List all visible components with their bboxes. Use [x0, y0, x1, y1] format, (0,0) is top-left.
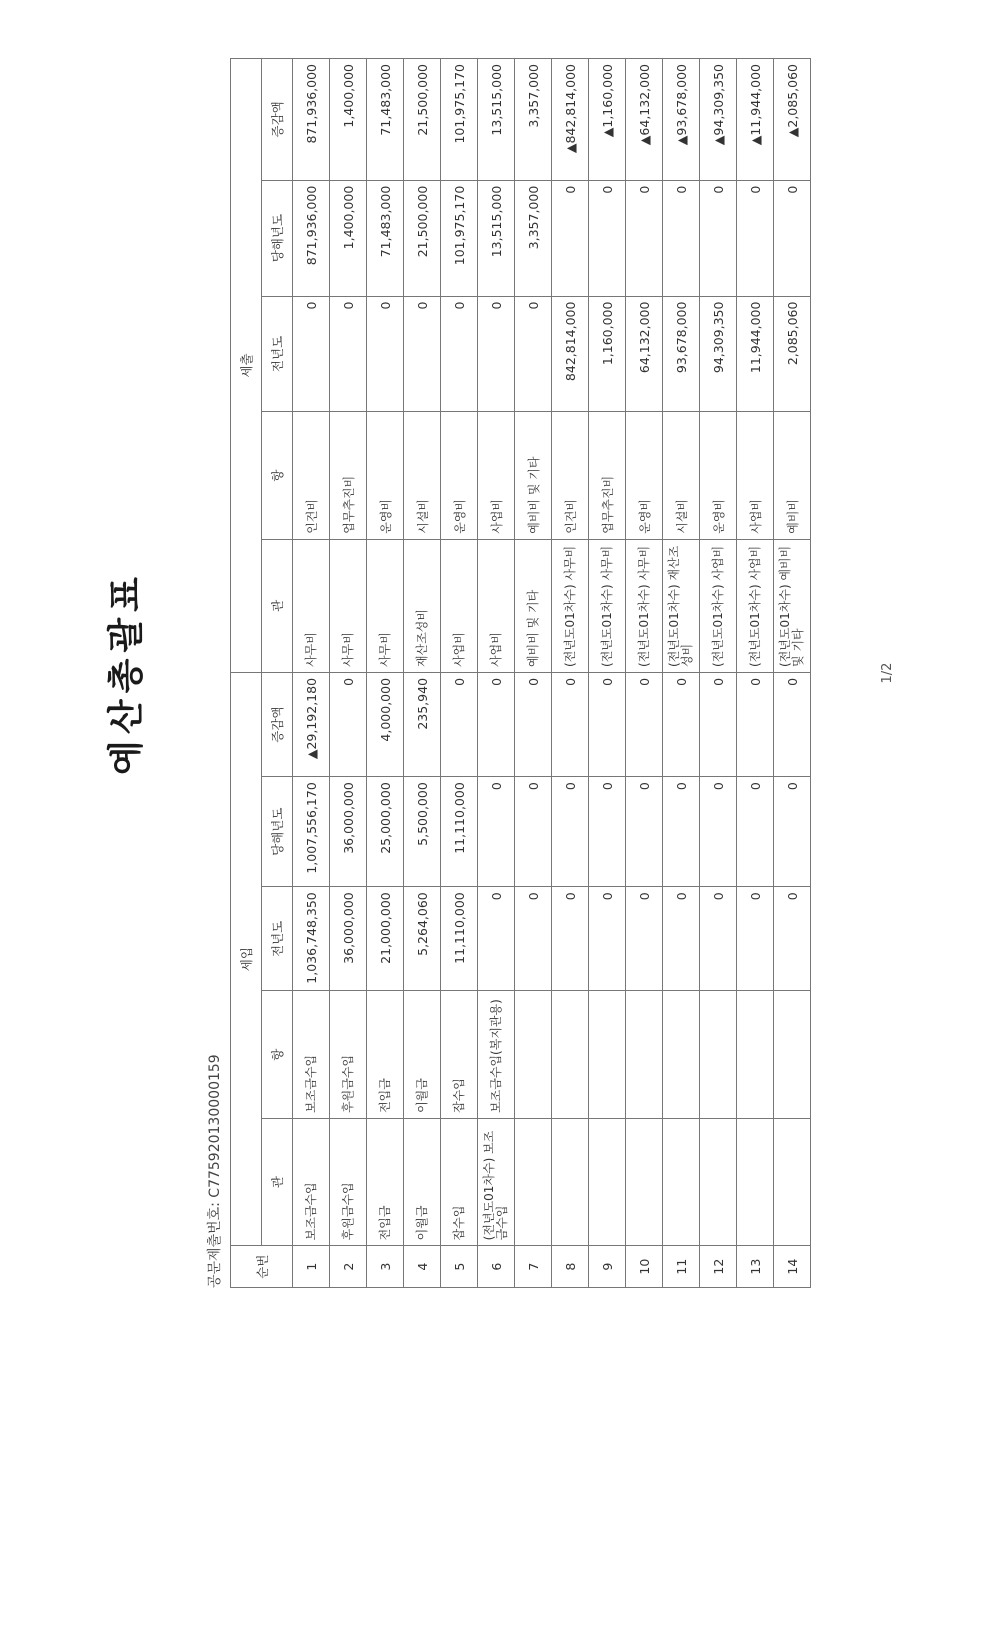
table-row — [478, 59, 515, 1288]
income-curr-cell: 0 — [626, 777, 663, 887]
income-change-cell: 0 — [774, 672, 811, 776]
income-curr-cell: 36,000,000 — [330, 777, 367, 887]
expense-change-cell: ▲1,160,000 — [589, 59, 626, 181]
table-row — [774, 59, 811, 1288]
expense-hang-cell: 예비비 — [774, 412, 811, 539]
income-hang-cell — [774, 991, 811, 1118]
income-gwan-cell — [700, 1118, 737, 1245]
income-hang-cell — [589, 991, 626, 1118]
expense-gwan-cell: (전년도01차수) 사무비 — [589, 539, 626, 672]
income-prev-cell: 0 — [626, 887, 663, 991]
expense-curr-cell: 0 — [626, 180, 663, 296]
income-change-cell: 235,940 — [404, 672, 441, 776]
expense-curr-cell: 0 — [589, 180, 626, 296]
expense-change-cell: 21,500,000 — [404, 59, 441, 181]
income-gwan-cell: 후원금수입 — [330, 1118, 367, 1245]
income-curr-cell: 0 — [552, 777, 589, 887]
page-number: 1/2 — [880, 662, 895, 684]
expense-change-cell: ▲842,814,000 — [552, 59, 589, 181]
income-prev-cell: 0 — [737, 887, 774, 991]
expense-change-cell: 3,357,000 — [515, 59, 552, 181]
table-row — [589, 59, 626, 1288]
seq-cell: 3 — [367, 1246, 404, 1288]
seq-cell: 12 — [700, 1246, 737, 1288]
table-row — [404, 59, 441, 1288]
expense-prev-cell: 0 — [330, 296, 367, 412]
seq-cell: 4 — [404, 1246, 441, 1288]
expense-hang-cell: 운영비 — [626, 412, 663, 539]
header-income: 세입 — [231, 672, 262, 1245]
expense-gwan-cell: (전년도01차수) 재산조성비 — [663, 539, 700, 672]
table-row — [663, 59, 700, 1288]
income-gwan-cell — [774, 1118, 811, 1245]
expense-curr-cell: 3,357,000 — [515, 180, 552, 296]
income-curr-cell: 0 — [700, 777, 737, 887]
expense-hang-cell: 사업비 — [737, 412, 774, 539]
table-row — [293, 59, 330, 1288]
expense-gwan-cell: 사업비 — [441, 539, 478, 672]
income-prev-cell: 0 — [552, 887, 589, 991]
expense-gwan-cell: 사무비 — [293, 539, 330, 672]
table-row — [515, 59, 552, 1288]
expense-prev-cell: 93,678,000 — [663, 296, 700, 412]
expense-hang-cell: 예비비 및 기타 — [515, 412, 552, 539]
income-change-cell: 0 — [441, 672, 478, 776]
income-change-cell: 4,000,000 — [367, 672, 404, 776]
seq-cell: 14 — [774, 1246, 811, 1288]
income-hang-cell — [626, 991, 663, 1118]
header-income-prev: 전년도 — [262, 887, 293, 991]
expense-gwan-cell: (전년도01차수) 사무비 — [552, 539, 589, 672]
income-change-cell: 0 — [552, 672, 589, 776]
seq-cell: 7 — [515, 1246, 552, 1288]
income-curr-cell: 0 — [515, 777, 552, 887]
income-gwan-cell: 잡수입 — [441, 1118, 478, 1245]
income-prev-cell: 0 — [515, 887, 552, 991]
header-income-gwan: 관 — [262, 1118, 293, 1245]
header-expense: 세출 — [231, 59, 262, 673]
income-change-cell: 0 — [589, 672, 626, 776]
income-curr-cell: 0 — [478, 777, 515, 887]
income-curr-cell: 11,110,000 — [441, 777, 478, 887]
expense-curr-cell: 71,483,000 — [367, 180, 404, 296]
income-prev-cell: 36,000,000 — [330, 887, 367, 991]
income-change-cell: 0 — [515, 672, 552, 776]
income-curr-cell: 1,007,556,170 — [293, 777, 330, 887]
income-gwan-cell — [515, 1118, 552, 1245]
table-row — [367, 59, 404, 1288]
expense-prev-cell: 64,132,000 — [626, 296, 663, 412]
expense-curr-cell: 101,975,170 — [441, 180, 478, 296]
seq-cell: 11 — [663, 1246, 700, 1288]
expense-gwan-cell: 사업비 — [478, 539, 515, 672]
expense-hang-cell: 운영비 — [367, 412, 404, 539]
expense-gwan-cell: (전년도01차수) 사무비 — [626, 539, 663, 672]
table-row — [626, 59, 663, 1288]
income-hang-cell — [737, 991, 774, 1118]
income-hang-cell: 후원금수입 — [330, 991, 367, 1118]
income-prev-cell: 0 — [478, 887, 515, 991]
income-gwan-cell — [589, 1118, 626, 1245]
income-change-cell: ▲29,192,180 — [293, 672, 330, 776]
expense-curr-cell: 0 — [774, 180, 811, 296]
budget-summary-table — [230, 58, 811, 1288]
document-number: 공문제출번호: C775920130000159 — [207, 1054, 223, 1288]
expense-curr-cell: 0 — [700, 180, 737, 296]
header-income-curr: 당해년도 — [262, 777, 293, 887]
income-gwan-cell — [552, 1118, 589, 1245]
expense-hang-cell: 인건비 — [552, 412, 589, 539]
income-hang-cell — [700, 991, 737, 1118]
header-expense-change: 증감액 — [262, 59, 293, 181]
expense-curr-cell: 0 — [552, 180, 589, 296]
income-curr-cell: 0 — [737, 777, 774, 887]
expense-change-cell: 13,515,000 — [478, 59, 515, 181]
expense-gwan-cell: (전년도01차수) 사업비 — [700, 539, 737, 672]
income-prev-cell: 0 — [663, 887, 700, 991]
expense-change-cell: 71,483,000 — [367, 59, 404, 181]
income-hang-cell — [515, 991, 552, 1118]
income-hang-cell — [552, 991, 589, 1118]
income-curr-cell: 25,000,000 — [367, 777, 404, 887]
expense-hang-cell: 운영비 — [441, 412, 478, 539]
income-hang-cell: 보조금수입 — [293, 991, 330, 1118]
seq-cell: 5 — [441, 1246, 478, 1288]
expense-prev-cell: 2,085,060 — [774, 296, 811, 412]
income-hang-cell: 전입금 — [367, 991, 404, 1118]
income-prev-cell: 5,264,060 — [404, 887, 441, 991]
expense-curr-cell: 0 — [663, 180, 700, 296]
seq-cell: 10 — [626, 1246, 663, 1288]
income-gwan-cell — [737, 1118, 774, 1245]
expense-prev-cell: 0 — [515, 296, 552, 412]
income-prev-cell: 11,110,000 — [441, 887, 478, 991]
table-body — [293, 59, 811, 1288]
expense-prev-cell: 0 — [404, 296, 441, 412]
expense-prev-cell: 11,944,000 — [737, 296, 774, 412]
expense-curr-cell: 871,936,000 — [293, 180, 330, 296]
seq-cell: 2 — [330, 1246, 367, 1288]
income-gwan-cell — [626, 1118, 663, 1245]
expense-gwan-cell: 사무비 — [367, 539, 404, 672]
expense-gwan-cell: (전년도01차수) 예비비 및 기타 — [774, 539, 811, 672]
expense-prev-cell: 0 — [293, 296, 330, 412]
header-expense-hang: 항 — [262, 412, 293, 539]
expense-curr-cell: 13,515,000 — [478, 180, 515, 296]
income-hang-cell — [663, 991, 700, 1118]
income-prev-cell: 21,000,000 — [367, 887, 404, 991]
income-change-cell: 0 — [700, 672, 737, 776]
expense-change-cell: ▲94,309,350 — [700, 59, 737, 181]
income-curr-cell: 5,500,000 — [404, 777, 441, 887]
seq-cell: 1 — [293, 1246, 330, 1288]
income-change-cell: 0 — [663, 672, 700, 776]
expense-prev-cell: 0 — [367, 296, 404, 412]
expense-hang-cell: 업무추진비 — [330, 412, 367, 539]
seq-cell: 6 — [478, 1246, 515, 1288]
expense-change-cell: 871,936,000 — [293, 59, 330, 181]
income-hang-cell: 보조금수입(복지관용) — [478, 991, 515, 1118]
expense-hang-cell: 시설비 — [663, 412, 700, 539]
rotated-page — [106, 58, 895, 1288]
expense-gwan-cell: (전년도01차수) 사업비 — [737, 539, 774, 672]
header-expense-prev: 전년도 — [262, 296, 293, 412]
table-row — [330, 59, 367, 1288]
seq-cell: 13 — [737, 1246, 774, 1288]
seq-cell: 8 — [552, 1246, 589, 1288]
header-expense-gwan: 관 — [262, 539, 293, 672]
income-change-cell: 0 — [478, 672, 515, 776]
seq-cell: 9 — [589, 1246, 626, 1288]
expense-change-cell: ▲93,678,000 — [663, 59, 700, 181]
expense-gwan-cell: 예비비 및 기타 — [515, 539, 552, 672]
income-prev-cell: 0 — [774, 887, 811, 991]
table-row — [552, 59, 589, 1288]
income-curr-cell: 0 — [589, 777, 626, 887]
income-prev-cell: 0 — [589, 887, 626, 991]
expense-hang-cell: 운영비 — [700, 412, 737, 539]
income-curr-cell: 0 — [663, 777, 700, 887]
income-change-cell: 0 — [330, 672, 367, 776]
expense-change-cell: 1,400,000 — [330, 59, 367, 181]
table-row — [700, 59, 737, 1288]
expense-hang-cell: 업무추진비 — [589, 412, 626, 539]
income-gwan-cell: 보조금수입 — [293, 1118, 330, 1245]
income-gwan-cell: 이월금 — [404, 1118, 441, 1245]
header-expense-curr: 당해년도 — [262, 180, 293, 296]
income-prev-cell: 1,036,748,350 — [293, 887, 330, 991]
expense-gwan-cell: 사무비 — [330, 539, 367, 672]
income-hang-cell: 이월금 — [404, 991, 441, 1118]
expense-curr-cell: 21,500,000 — [404, 180, 441, 296]
expense-hang-cell: 인건비 — [293, 412, 330, 539]
income-prev-cell: 0 — [700, 887, 737, 991]
income-gwan-cell — [663, 1118, 700, 1245]
expense-hang-cell: 시설비 — [404, 412, 441, 539]
header-income-change: 증감액 — [262, 672, 293, 776]
table-row — [441, 59, 478, 1288]
expense-change-cell: ▲2,085,060 — [774, 59, 811, 181]
expense-hang-cell: 사업비 — [478, 412, 515, 539]
expense-curr-cell: 1,400,000 — [330, 180, 367, 296]
expense-prev-cell: 0 — [441, 296, 478, 412]
expense-gwan-cell: 재산조성비 — [404, 539, 441, 672]
income-gwan-cell: 전입금 — [367, 1118, 404, 1245]
expense-change-cell: ▲64,132,000 — [626, 59, 663, 181]
table-row — [737, 59, 774, 1288]
expense-prev-cell: 1,160,000 — [589, 296, 626, 412]
expense-change-cell: ▲11,944,000 — [737, 59, 774, 181]
income-change-cell: 0 — [626, 672, 663, 776]
expense-prev-cell: 94,309,350 — [700, 296, 737, 412]
expense-prev-cell: 0 — [478, 296, 515, 412]
income-change-cell: 0 — [737, 672, 774, 776]
header-income-hang: 항 — [262, 991, 293, 1118]
page-title: 예산총괄표 — [106, 571, 147, 775]
expense-change-cell: 101,975,170 — [441, 59, 478, 181]
income-gwan-cell: (전년도01차수) 보조금수입 — [478, 1118, 515, 1245]
expense-prev-cell: 842,814,000 — [552, 296, 589, 412]
header-seq: 순번 — [231, 1246, 293, 1288]
income-curr-cell: 0 — [774, 777, 811, 887]
income-hang-cell: 잡수입 — [441, 991, 478, 1118]
expense-curr-cell: 0 — [737, 180, 774, 296]
